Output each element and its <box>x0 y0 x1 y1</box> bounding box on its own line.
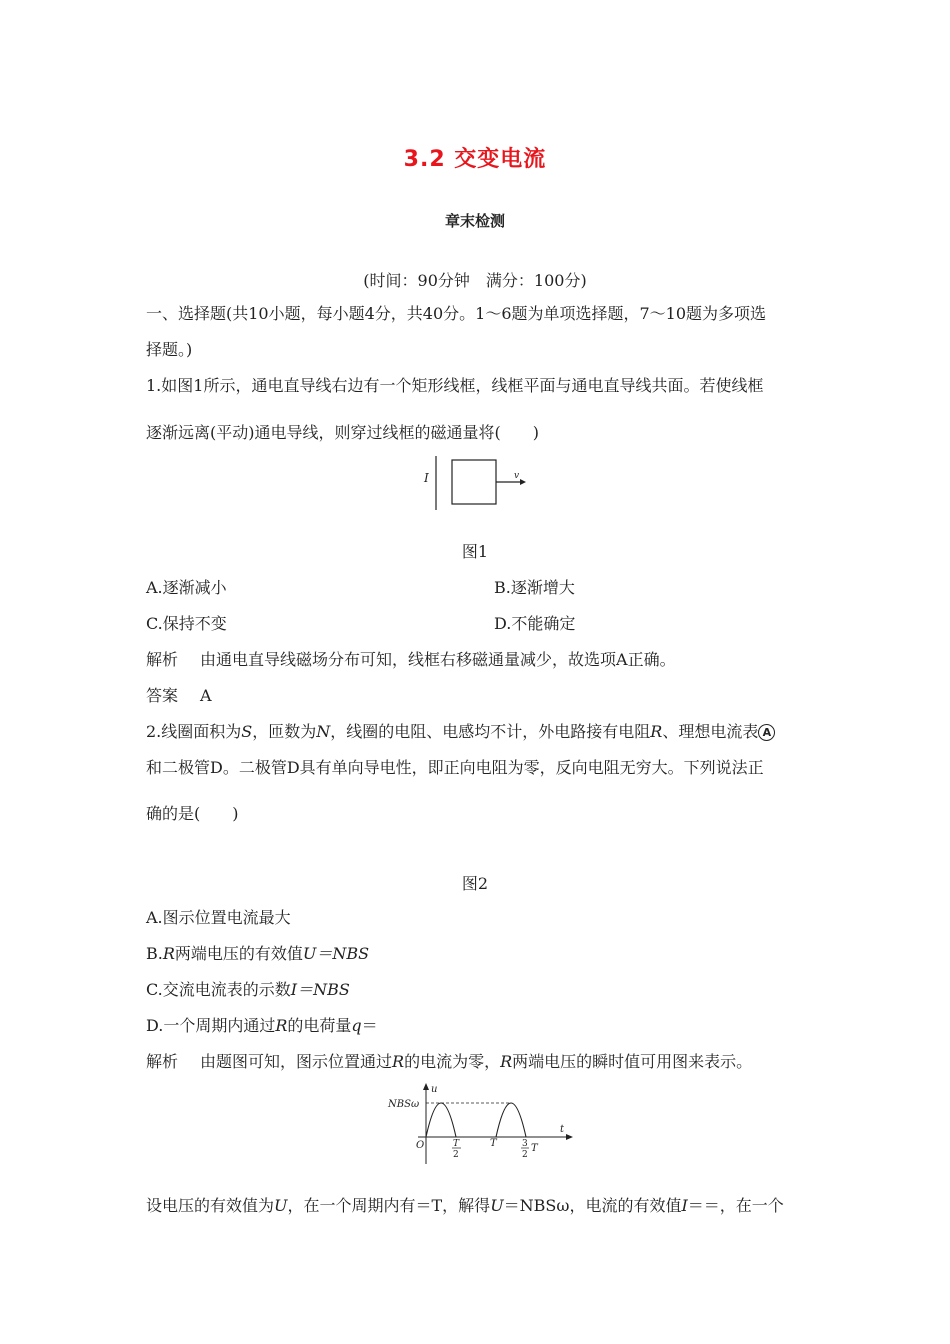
amplitude-label: NBSω <box>388 1099 420 1110</box>
symbol-R: R <box>650 722 663 741</box>
q2-text: 的电荷量 <box>287 1016 352 1035</box>
exam-info: (时间：90分钟 满分：100分) <box>363 271 587 290</box>
positive-half-wave-2 <box>496 1103 526 1137</box>
symbol-I: I <box>681 1196 688 1215</box>
symbol-S: S <box>241 722 253 741</box>
y-axis-arrowhead <box>423 1083 429 1090</box>
origin-label: O <box>416 1140 425 1151</box>
page-subtitle: 章末检测 <box>444 212 505 230</box>
x-axis-arrowhead <box>566 1134 573 1140</box>
q1-stem-line1: 1.如图1所示，通电直导线右边有一个矩形线框，线框平面与通电直导线共面。若使线框 <box>146 376 764 395</box>
figure1-caption: 图1 <box>461 542 489 561</box>
symbol-R: R <box>162 944 175 963</box>
section-heading-cont: 择题。) <box>146 340 193 359</box>
q1-option-a: A.逐渐减小 <box>146 578 227 597</box>
q2-stem-line3: 确的是( ) <box>146 804 239 823</box>
symbol-N: N <box>316 722 331 741</box>
answer-value: A <box>200 686 212 705</box>
t-half-numerator: T <box>453 1139 460 1149</box>
analysis-text: 两端电压的瞬时值可用图来表示。 <box>512 1052 753 1071</box>
q1-answer <box>146 683 212 706</box>
t-32-T: T <box>531 1143 538 1154</box>
ammeter-icon: A <box>758 724 775 741</box>
q2-option-b <box>146 941 369 964</box>
q2-stem-line1 <box>146 719 775 742</box>
analysis-text: 由题图可知，图示位置通过 <box>200 1052 393 1071</box>
analysis-text: ，在一个周期内有＝T，解得 <box>287 1196 491 1215</box>
q2-text: ，匝数为 <box>252 722 317 741</box>
q2-analysis <box>146 1049 752 1072</box>
rect-frame <box>452 460 496 504</box>
page-title: 3.2 交变电流 <box>403 147 547 172</box>
value-text: ＝NBS <box>297 980 350 999</box>
symbol-U: U <box>490 1196 504 1215</box>
voltage-waveform-graph <box>380 1080 580 1170</box>
t-half-denominator: 2 <box>453 1150 459 1160</box>
q2-text: ，线圈的电阻、电感均不计，外电路接有电阻 <box>330 722 651 741</box>
symbol-R: R <box>392 1052 405 1071</box>
symbol-q: q <box>351 1016 362 1035</box>
value-text: ＝ <box>361 1016 378 1035</box>
q2-option-d <box>146 1013 378 1036</box>
q1-figure <box>420 452 530 514</box>
analysis-label: 解析 <box>146 650 179 669</box>
y-axis-label: u <box>431 1084 438 1095</box>
q1-analysis <box>146 647 676 670</box>
q2-option-a: A.图示位置电流最大 <box>146 908 291 927</box>
q2-option-c <box>146 977 350 1000</box>
q2-text: 2.线圈面积为 <box>146 722 242 741</box>
value-text: ＝NBS <box>316 944 370 963</box>
analysis-text: ＝NBSω，电流的有效值 <box>503 1196 682 1215</box>
symbol-U: U <box>302 944 317 963</box>
current-label: I <box>424 471 429 485</box>
q2-text: D.一个周期内通过 <box>146 1016 276 1035</box>
t-32-numerator: 3 <box>522 1139 528 1149</box>
q2-text: B. <box>146 944 163 963</box>
answer-label: 答案 <box>146 686 179 705</box>
symbol-R: R <box>500 1052 513 1071</box>
q2-text: 、理想电流表 <box>662 722 759 741</box>
symbol-I: I <box>290 980 298 999</box>
velocity-label: v <box>514 471 520 481</box>
positive-half-wave-1 <box>426 1103 456 1137</box>
symbol-U: U <box>274 1196 288 1215</box>
q1-option-d: D.不能确定 <box>494 614 576 633</box>
q1-option-b: B.逐渐增大 <box>494 578 575 597</box>
analysis-label: 解析 <box>146 1052 179 1071</box>
t-32-denominator: 2 <box>522 1150 528 1160</box>
velocity-arrowhead <box>520 479 526 485</box>
analysis-text: 的电流为零， <box>404 1052 501 1071</box>
figure2-caption: 图2 <box>461 874 489 893</box>
q2-analysis-cont <box>146 1193 784 1216</box>
q1-option-c: C.保持不变 <box>146 614 227 633</box>
analysis-text: 由通电直导线磁场分布可知，线框右移磁通量减少，故选项A正确。 <box>200 650 676 669</box>
x-axis-label: t <box>560 1124 565 1135</box>
section-heading: 一、选择题(共10小题，每小题4分，共40分。1～6题为单项选择题，7～10题为多项选 <box>146 304 767 323</box>
q2-stem-line2: 和二极管D。二极管D具有单向导电性，即正向电阻为零，反向电阻无穷大。下列说法正 <box>146 758 764 777</box>
q2-text: C.交流电流表的示数 <box>146 980 291 999</box>
q1-stem-line2: 逐渐远离(平动)通电导线，则穿过线框的磁通量将( ) <box>146 423 539 442</box>
analysis-text: 设电压的有效值为 <box>146 1196 275 1215</box>
symbol-R: R <box>275 1016 288 1035</box>
q2-text: 两端电压的有效值 <box>174 944 303 963</box>
t-full-label: T <box>490 1138 497 1149</box>
analysis-text: ＝＝，在一个 <box>687 1196 784 1215</box>
